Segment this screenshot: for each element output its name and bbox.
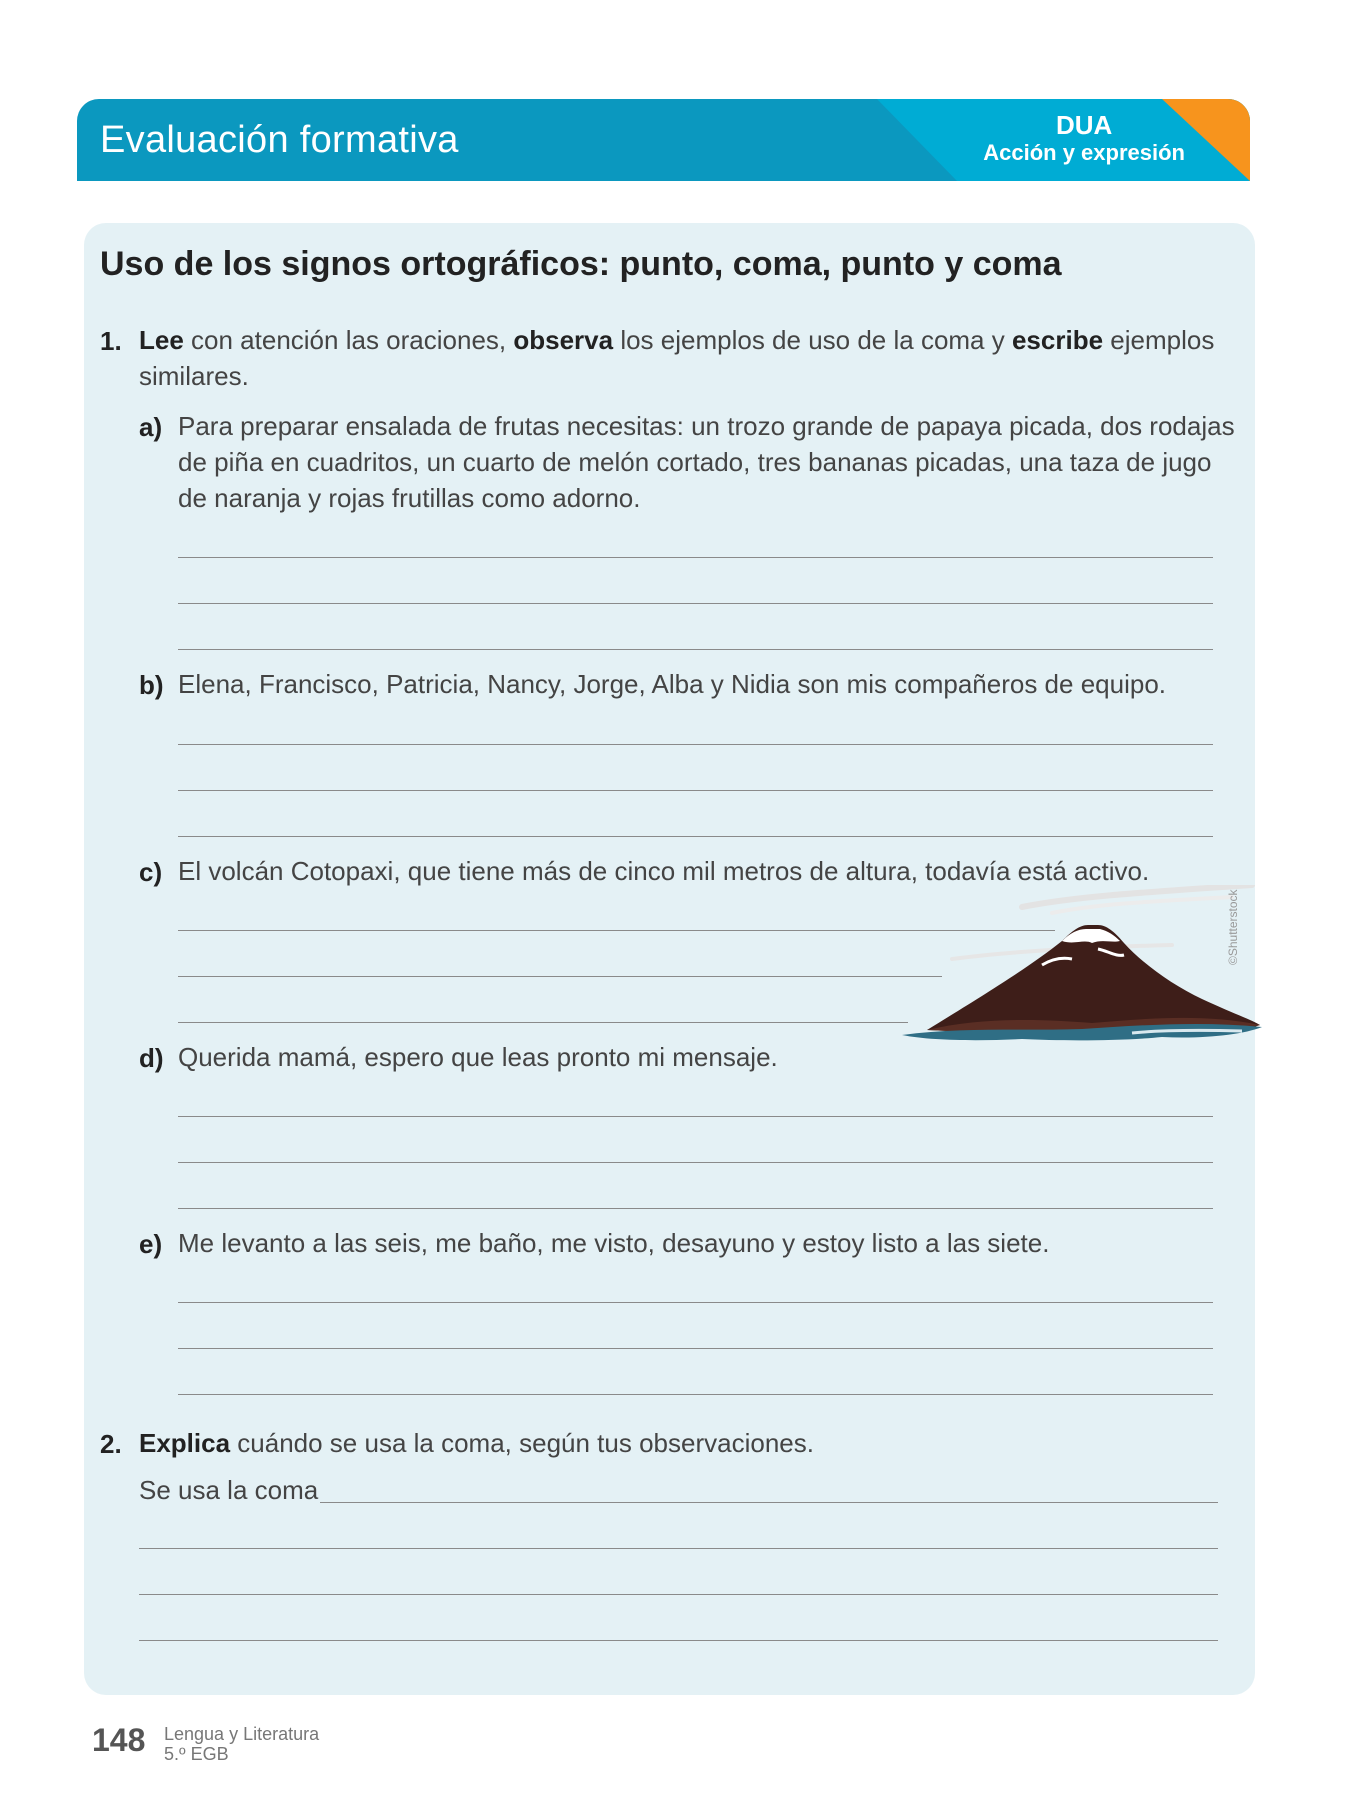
answer-line-q2-4[interactable] [139, 1640, 1218, 1641]
footer-subject: Lengua y Literatura [164, 1724, 320, 1744]
answer-line-d-3[interactable] [178, 1208, 1213, 1209]
answer-line-e-3[interactable] [178, 1394, 1213, 1395]
cotopaxi-volcano-illustration [902, 885, 1262, 1055]
item-e-letter: e) [139, 1229, 163, 1259]
footer-grade: 5.º EGB [164, 1744, 229, 1764]
answer-line-a-1[interactable] [178, 557, 1213, 558]
question-1-number: 1. [100, 326, 122, 356]
answer-line-b-1[interactable] [178, 744, 1213, 745]
dua-badge-subtitle: Acción y expresión [983, 140, 1185, 165]
item-d-text: Querida mamá, espero que leas pronto mi mensaje. [178, 1042, 778, 1072]
answer-line-a-2[interactable] [178, 603, 1213, 604]
header-bar [77, 99, 1250, 181]
answer-line-q2-2[interactable] [139, 1548, 1218, 1549]
answer-line-c-3[interactable] [178, 1022, 908, 1023]
question-2-instruction [139, 1425, 814, 1461]
item-c-text: El volcán Cotopaxi, que tiene más de cinco mil metros de altura, todavía está activo. [178, 856, 1150, 886]
answer-line-e-1[interactable] [178, 1302, 1213, 1303]
item-a-text-line-3: de naranja y rojas frutillas como adorno. [178, 483, 641, 513]
answer-line-d-1[interactable] [178, 1116, 1213, 1117]
instruction-verb-explica: Explica [139, 1428, 231, 1458]
answer-line-q2-3[interactable] [139, 1594, 1218, 1595]
answer-line-b-2[interactable] [178, 790, 1213, 791]
item-a-text-line-1: Para preparar ensalada de frutas necesitas: un trozo grande de papaya picada, dos rodajas [178, 411, 1235, 441]
image-credit: ©Shutterstock [1226, 889, 1240, 965]
instruction-text-3: ejemplos [1103, 325, 1215, 355]
answer-line-e-2[interactable] [178, 1348, 1213, 1349]
item-e-text: Me levanto a las seis, me baño, me visto, desayuno y estoy listo a las siete. [178, 1228, 1050, 1258]
instruction-text-1: con atención las oraciones, [183, 325, 514, 355]
instruction-text-2: los ejemplos de uso de la coma y [613, 325, 1012, 355]
footer-subject-block [164, 1724, 319, 1764]
question-1-instruction [139, 322, 1214, 358]
question-1-instruction-cont: similares. [139, 361, 249, 391]
page-header-title: Evaluación formativa [100, 119, 459, 161]
item-b-letter: b) [139, 670, 164, 700]
instruction-verb-observa: observa [513, 325, 614, 355]
section-title: Uso de los signos ortográficos: punto, coma, punto y coma [100, 245, 1062, 283]
answer-line-q2-1[interactable] [320, 1502, 1218, 1503]
item-b-text: Elena, Francisco, Patricia, Nancy, Jorge, Alba y Nidia son mis compañeros de equipo. [178, 669, 1166, 699]
instruction-verb-lee: Lee [139, 325, 184, 355]
answer-line-d-2[interactable] [178, 1162, 1213, 1163]
question-2-prompt: Se usa la coma [139, 1475, 319, 1505]
answer-line-b-3[interactable] [178, 836, 1213, 837]
instruction-verb-escribe: escribe [1011, 325, 1104, 355]
page-number: 148 [92, 1722, 146, 1758]
dua-badge-title: DUA [1055, 110, 1113, 140]
question-2-text: cuándo se usa la coma, según tus observaciones. [230, 1428, 814, 1458]
item-a-letter: a) [139, 412, 163, 442]
dua-badge [983, 111, 1185, 167]
answer-line-c-2[interactable] [178, 976, 942, 977]
question-2-number: 2. [100, 1429, 122, 1459]
item-c-letter: c) [139, 857, 163, 887]
item-a-text-line-2: de piña en cuadritos, un cuarto de melón cortado, tres bananas picadas, una taza de jugo [178, 447, 1212, 477]
item-d-letter: d) [139, 1043, 164, 1073]
answer-line-a-3[interactable] [178, 649, 1213, 650]
